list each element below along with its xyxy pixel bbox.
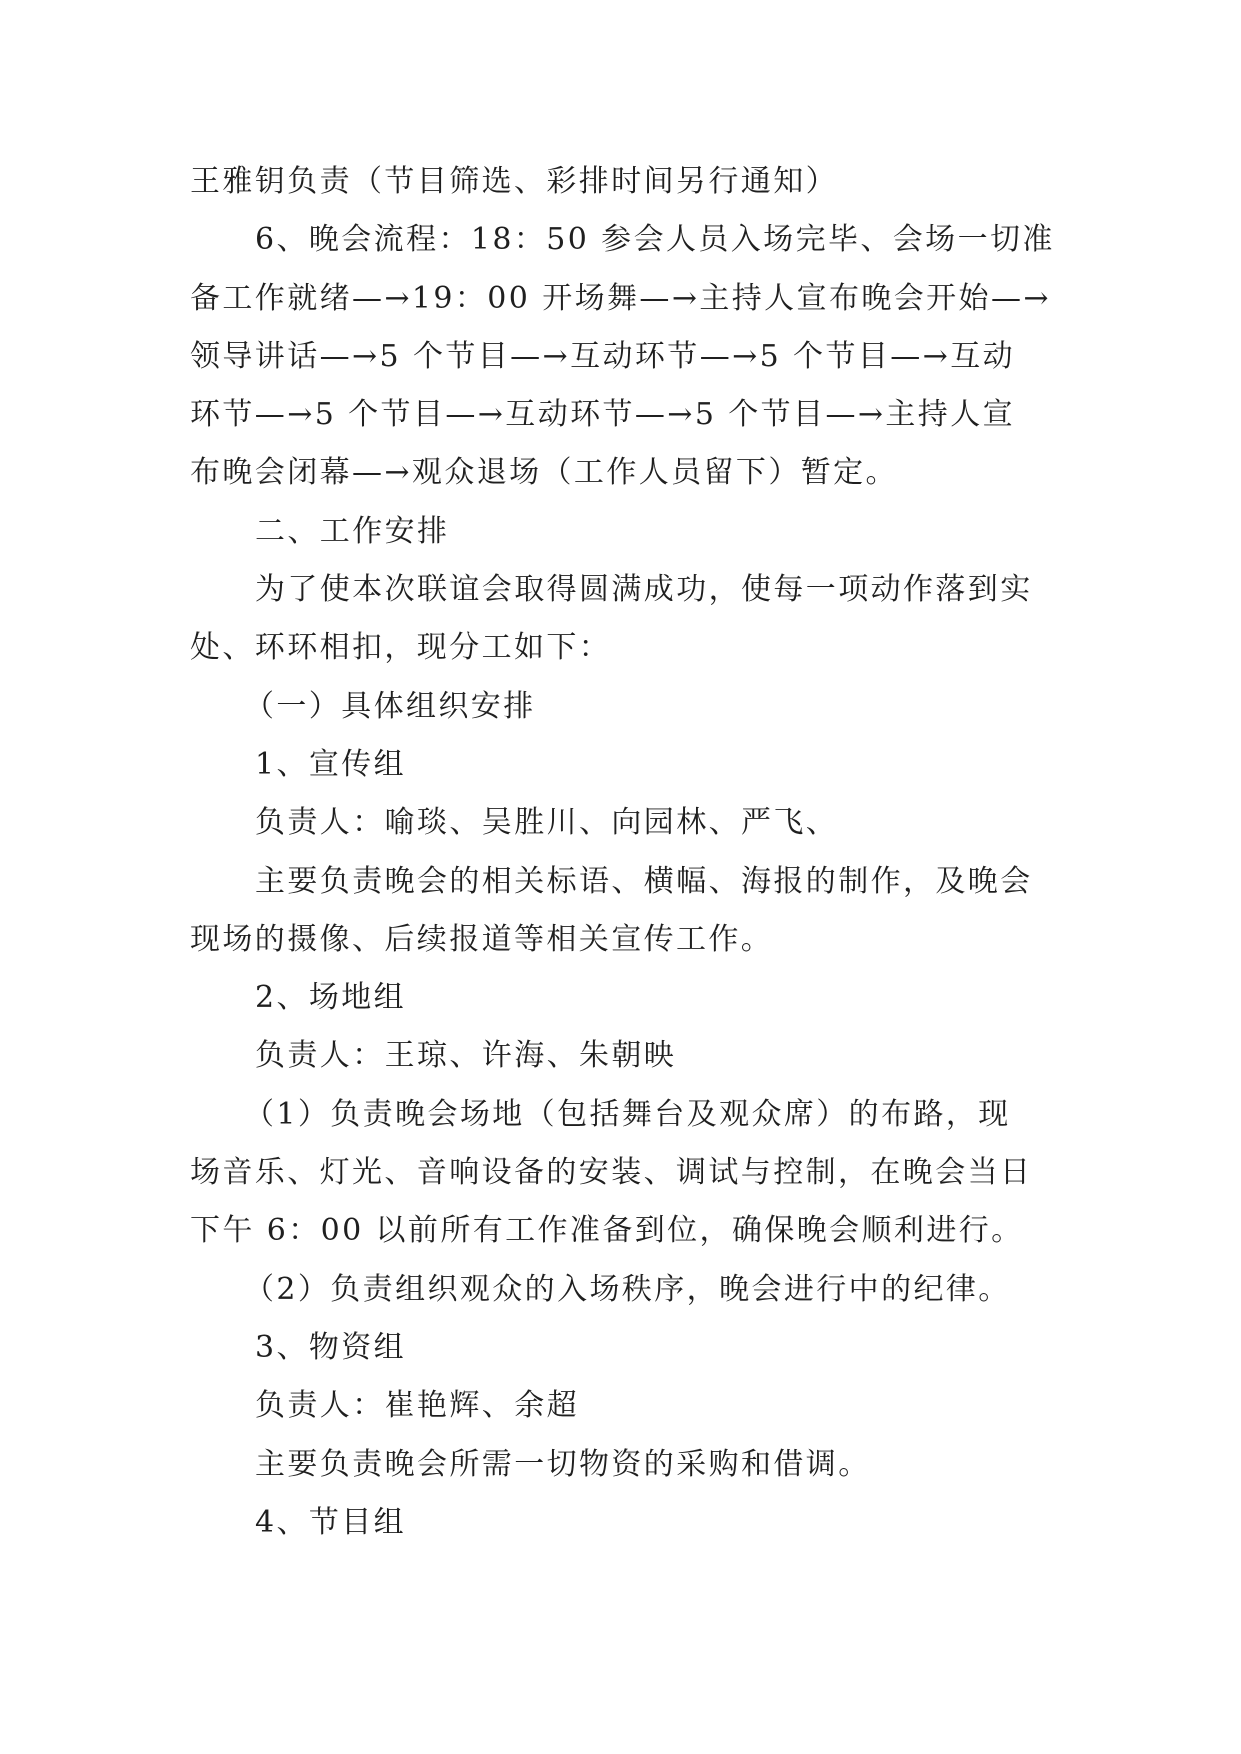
body-line-17: （1）负责晚会场地（包括舞台及观众席）的布路，现	[244, 1096, 1011, 1132]
group-heading-publicity: 1、宣传组	[255, 746, 407, 782]
body-line-2: 6、晚会流程：18：50 参会人员入场完毕、会场一切准	[255, 222, 1055, 258]
body-line-22: 负责人：崔艳辉、余超	[255, 1388, 579, 1424]
subsection-heading: （一）具体组织安排	[244, 688, 536, 724]
body-line-5: 环节—→5 个节目—→互动环节—→5 个节目—→主持人宣	[190, 397, 1015, 433]
body-line-8: 为了使本次联谊会取得圆满成功，使每一项动作落到实	[255, 572, 1033, 608]
body-line-23: 主要负责晚会所需一切物资的采购和借调。	[255, 1446, 871, 1482]
document-body	[190, 153, 1066, 1552]
group-heading-program: 4、节目组	[255, 1504, 407, 1540]
body-line-13: 主要负责晚会的相关标语、横幅、海报的制作，及晚会	[255, 863, 1033, 899]
body-line-20: （2）负责组织观众的入场秩序，晚会进行中的纪律。	[244, 1271, 1011, 1307]
section-heading: 二、工作安排	[255, 513, 450, 549]
body-line-16: 负责人：王琼、许海、朱朝映	[255, 1038, 677, 1074]
body-line-18: 场音乐、灯光、音响设备的安装、调试与控制，在晚会当日	[190, 1155, 1033, 1191]
body-line-14: 现场的摄像、后续报道等相关宣传工作。	[190, 921, 774, 957]
body-line-6: 布晚会闭幕—→观众退场（工作人员留下）暂定。	[190, 455, 898, 491]
group-heading-supplies: 3、物资组	[255, 1329, 407, 1365]
body-line-1: 王雅钥负责（节目筛选、彩排时间另行通知）	[190, 164, 838, 199]
body-line-3: 备工作就绪—→19：00 开场舞—→主持人宣布晚会开始—→	[190, 280, 1051, 316]
body-line-4: 领导讲话—→5 个节目—→互动环节—→5 个节目—→互动	[190, 338, 1015, 374]
body-line-9: 处、环环相扣，现分工如下：	[190, 630, 612, 666]
body-line-19: 下午 6：00 以前所有工作准备到位，确保晚会顺利进行。	[190, 1213, 1024, 1249]
group-heading-venue: 2、场地组	[255, 980, 407, 1016]
body-line-12: 负责人：喻琰、吴胜川、向园林、严飞、	[255, 805, 839, 841]
